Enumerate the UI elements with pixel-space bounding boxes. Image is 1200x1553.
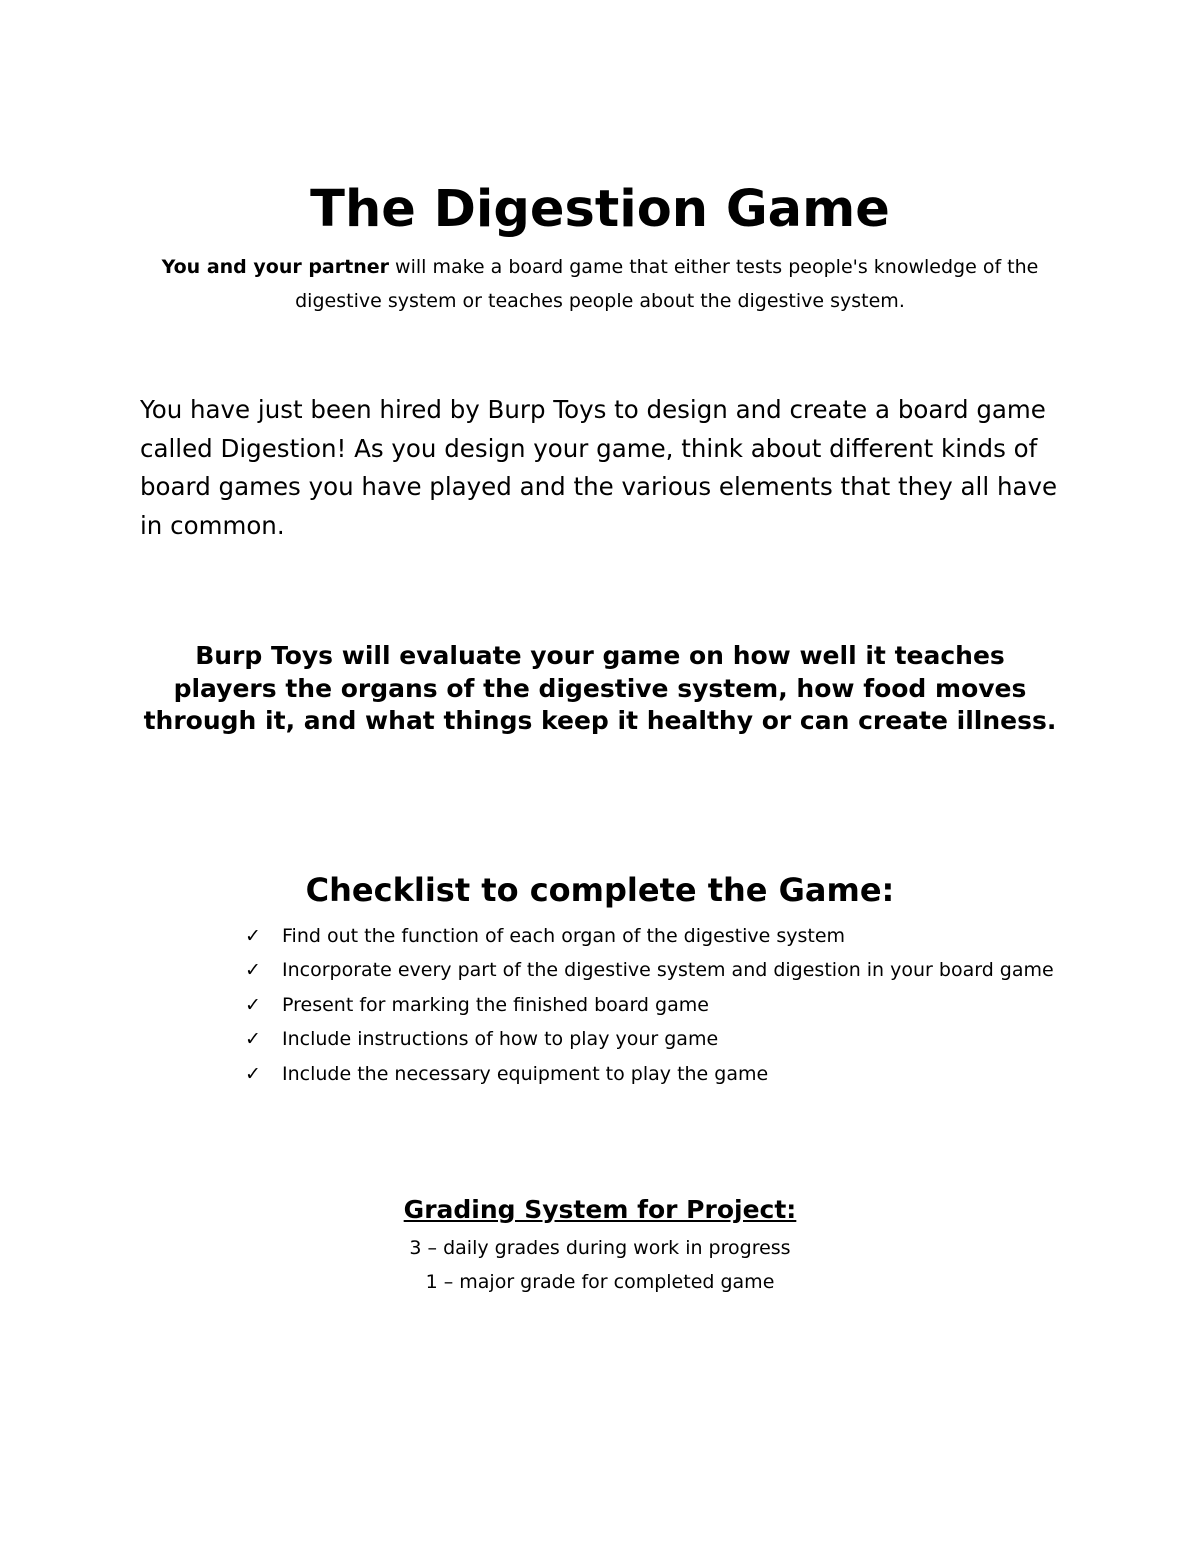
checklist-item-text: Find out the function of each organ of the digestive system [282,925,846,947]
intro-paragraph: You have just been hired by Burp Toys to design and create a board game called Digestion! As you design your game, think about different kinds of board games you have played and the various elements that they all have in common. [140,395,1058,540]
check-mark-icon: ✓ [245,959,261,982]
checklist-item [245,1022,1075,1056]
grading-heading: Grading System for Project: [403,1195,797,1224]
checklist-item [245,953,1075,987]
subtitle [120,250,1080,318]
check-mark-icon: ✓ [245,1062,261,1085]
subtitle-lead: You and your partner [161,256,389,278]
check-mark-icon: ✓ [245,1028,261,1051]
checklist-item-text: Include the necessary equipment to play the game [282,1062,769,1085]
page-title: The Digestion Game [310,180,890,239]
checklist-item [245,1057,1075,1091]
evaluation-paragraph: Burp Toys will evaluate your game on how well it teaches players the organs of the digestive system, how food moves through it, and what things keep it healthy or can create illness. [143,641,1057,735]
grading-line: 3 – daily grades during work in progress [409,1237,791,1259]
checklist-item [245,919,1075,953]
checklist-item-text: Include instructions of how to play your game [282,1028,719,1051]
grading-list [0,1231,1200,1299]
checklist-item [245,988,1075,1022]
check-mark-icon: ✓ [245,925,261,947]
checklist-item-text: Incorporate every part of the digestive system and digestion in your board game [282,959,1054,982]
checklist-heading: Checklist to complete the Game: [305,871,895,909]
subtitle-rest: will make a board game that either tests people's knowledge of the digestive system or teaches people about the digestive system. [295,256,1039,312]
checklist-item-text: Present for marking the finished board game [282,993,709,1016]
grading-line: 1 – major grade for completed game [425,1271,775,1293]
check-mark-icon: ✓ [245,993,261,1016]
checklist [245,919,1075,1091]
